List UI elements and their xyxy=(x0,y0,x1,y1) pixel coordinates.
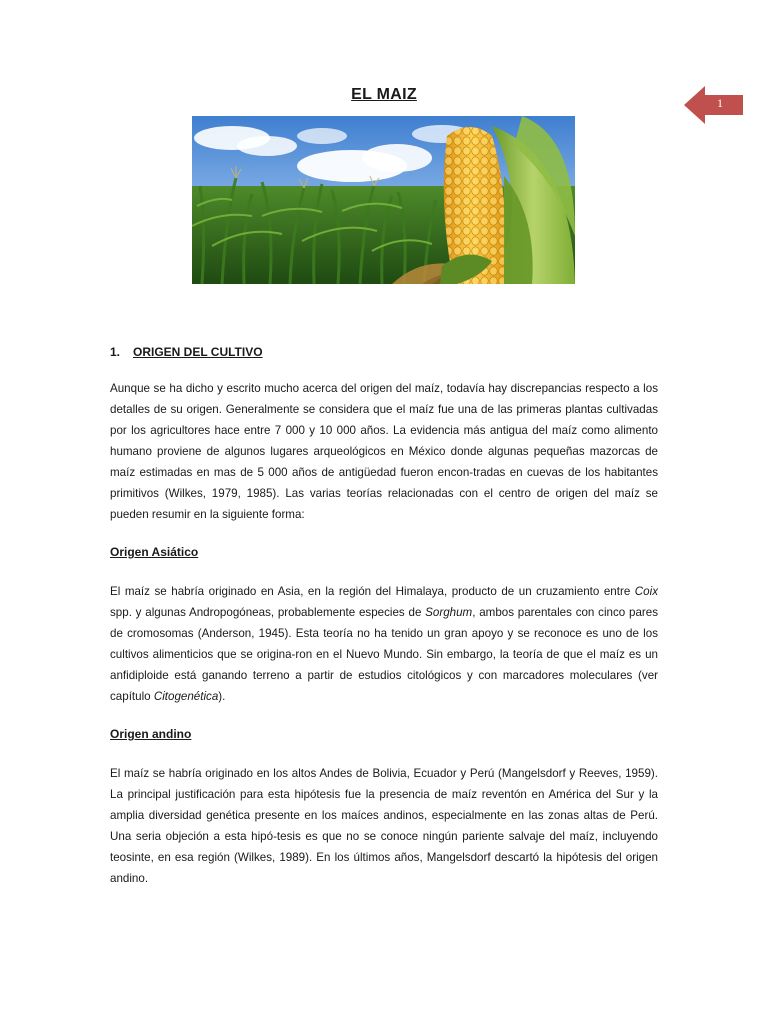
asian-origin-italic-coix: Coix xyxy=(634,585,658,598)
corn-field-photo xyxy=(192,116,575,284)
asian-origin-text-1: El maíz se habría originado en Asia, en la región del Himalaya, producto de un cruzamiento entre xyxy=(110,585,635,598)
subheading-origen-andino: Origen andino xyxy=(110,727,192,741)
subheading-origen-asiatico: Origen Asiático xyxy=(110,545,199,559)
section-heading-text: ORIGEN DEL CULTIVO xyxy=(133,345,263,359)
intro-paragraph: Aunque se ha dicho y escrito mucho acerca del origen del maíz, todavía hay discrepancias respecto a los detalles de su origen. Generalmente se considera que el maíz fue una de las primeras plantas cultivadas por los agricultores hace entre 7 000 y 10 000 años. La evidencia más antigua del maíz como alimento humano proviene de algunos lugares arqueológicos en México donde algunas pequeñas mazorcas de maíz estimadas en mas de 5 000 años de antigüedad fueron encon-tradas en cuevas de los habitantes primitivos (Wilkes, 1979, 1985). Las varias teorías relacionadas con el centro de origen del maíz se pueden resumir en la siguiente forma: xyxy=(110,382,658,521)
asian-origin-italic-citogenetica: Citogenética xyxy=(153,690,219,703)
page-number: 1 xyxy=(717,96,723,110)
asian-origin-text-4: ). xyxy=(218,690,226,703)
asian-origin-italic-sorghum: Sorghum xyxy=(425,606,473,619)
asian-origin-paragraph xyxy=(110,581,658,707)
asian-origin-text-2: spp. y algunas Andropogóneas, probablemente especies de xyxy=(110,606,426,619)
andean-origin-paragraph: El maíz se habría originado en los altos Andes de Bolivia, Ecuador y Perú (Mangelsdorf y Reeves, 1959). La principal justificación para esta hipótesis fue la presencia de maíz reventón en América del Sur y la amplia diversidad genética presente en los maíces andinos, especialmente en las zonas altas de Perú. Una seria objeción a esta hipó-tesis es que no se conoce ningún pariente salvaje del maíz, incluyendo teosinte, en esa región (Wilkes, 1989). En los últimos años, Mangelsdorf descartó la hipótesis del origen andino. xyxy=(110,767,658,885)
page-title: EL MAIZ xyxy=(351,86,417,103)
section-heading-origen-cultivo xyxy=(110,344,658,360)
section-number: 1. xyxy=(110,345,121,359)
asian-origin-text-3: , ambos parentales con cinco pares de cromosomas (Anderson, 1945). Esta teoría no ha tenido un gran apoyo y se reconoce es uno de los cultivos alimenticios que se origina-ron en el Nuevo Mundo. Sin embargo, la teoría de que el maíz es un anfidiploide está ganando terreno a partir de estudios citológicos y con marcadores moleculares (ver capítulo xyxy=(110,606,658,703)
